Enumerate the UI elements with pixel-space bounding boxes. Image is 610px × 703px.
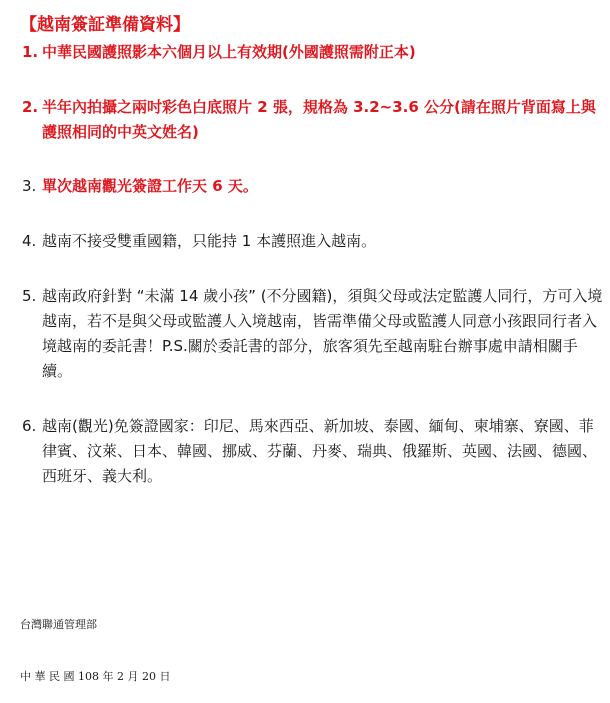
list-item-5 [22, 284, 604, 384]
department-name: 台灣聯通管理部 [20, 618, 97, 631]
document-date: 中 華 民 國 108 年 2 月 20 日 [20, 670, 171, 683]
list-item-4 [22, 229, 604, 254]
item-text: 單次越南觀光簽證工作天 6 天。 [42, 177, 258, 195]
item-number: 4. [22, 232, 37, 250]
item-text: 越南不接受雙重國籍，只能持 1 本護照進入越南。 [42, 232, 377, 250]
item-number: 3. [22, 177, 37, 195]
item-text: 半年內拍攝之兩吋彩色白底照片 2 張，規格為 3.2~3.6 公分(請在照片背面寫上與護照相同的中英文姓名) [42, 98, 596, 141]
list-item-6 [22, 414, 604, 489]
item-text: 越南政府針對 “未滿 14 歲小孩” (不分國籍)，須與父母或法定監護人同行，方可入境越南，若不是與父母或監護人入境越南，皆需準備父母或監護人同意小孩跟同行者入境越南的委託書！P.S.關於委託書的部分，旅客須先至越南駐台辦事處申請相關手續。 [42, 287, 603, 380]
item-text: 越南(觀光)免簽證國家：印尼、馬來西亞、新加坡、泰國、緬甸、柬埔寨、寮國、菲律賓、汶萊、日本、韓國、挪威、芬蘭、丹麥、瑞典、俄羅斯、英國、法國、德國、西班牙、義大利。 [42, 417, 598, 485]
document-title: 【越南簽証準備資料】 [20, 15, 190, 35]
item-number: 2. [22, 98, 39, 116]
item-number: 1. [22, 43, 39, 61]
item-text: 中華民國護照影本六個月以上有效期(外國護照需附正本) [42, 43, 416, 61]
item-number: 5. [22, 287, 37, 305]
list-item-3 [22, 174, 604, 199]
item-number: 6. [22, 417, 37, 435]
list-item-2 [22, 95, 604, 145]
list-item-1 [22, 40, 604, 65]
